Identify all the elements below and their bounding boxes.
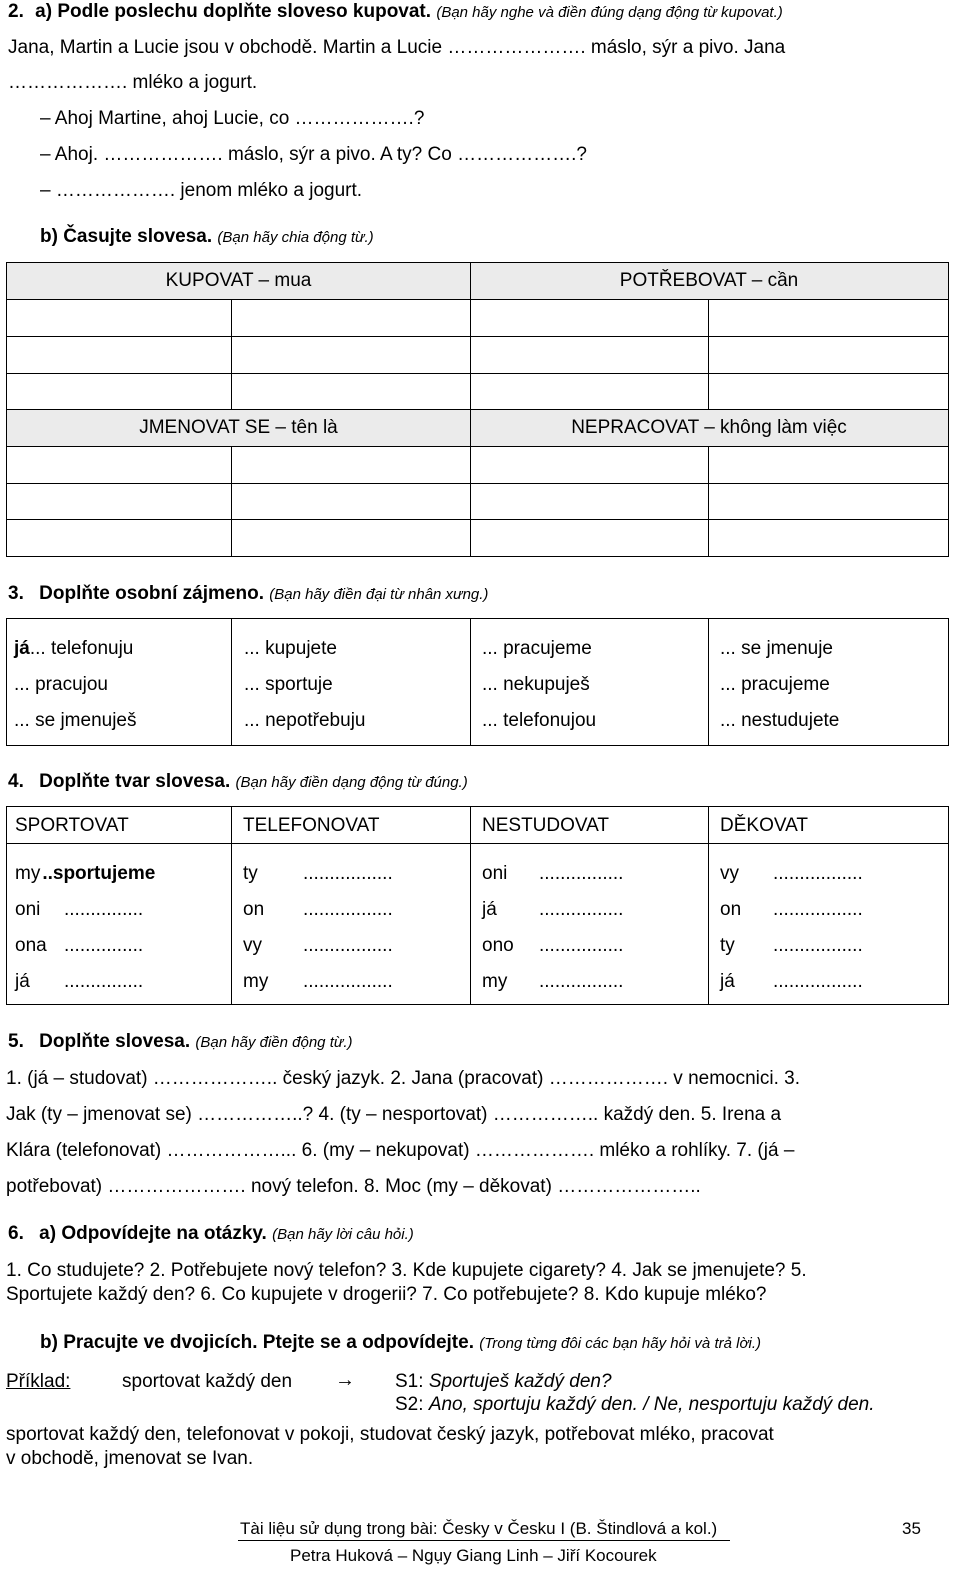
ex2b-heading xyxy=(40,226,374,248)
pronoun-item: ... se jmenuje xyxy=(720,638,833,659)
ex2-text-line: Jana, Martin a Lucie jsou v obchodě. Martin a Lucie …………………. máslo, sýr a pivo. Jana xyxy=(8,37,786,58)
verb-form-cell: ty ................. xyxy=(720,935,863,956)
verb-column-header: SPORTOVAT xyxy=(15,815,129,836)
ex5-title: Doplňte slovesa. xyxy=(39,1031,191,1052)
verb-form-cell: vy ................. xyxy=(720,863,863,884)
pronoun-item: já... telefonuju xyxy=(14,638,134,659)
example-s1: S1: Sportuješ každý den? xyxy=(395,1371,612,1392)
pronoun-item: ... pracujeme xyxy=(720,674,830,695)
ex5-text-line: potřebovat) …………………. nový telefon. 8. Moc (my – děkovat) ………………….. xyxy=(6,1176,701,1197)
ex2b-title: b) Časujte slovesa. xyxy=(40,226,213,247)
ex4-number: 4. xyxy=(8,771,24,792)
pronoun-item: ... se jmenuješ xyxy=(14,710,137,731)
verb-column-header: DĚKOVAT xyxy=(720,815,808,836)
pronoun-item: ... pracujeme xyxy=(482,638,592,659)
verb-header-jmenovat-se: JMENOVAT SE – tên là xyxy=(139,417,338,438)
ex4-note: (Bạn hãy điền dạng động từ đúng.) xyxy=(235,774,468,791)
verb-form-cell: my ................ xyxy=(482,971,624,992)
ex5-text-line: Klára (telefonovat) ………………... 6. (my – nekupovat) ………………. mléko a rohlíky. 7. (já – xyxy=(6,1140,795,1161)
ex6b-title: b) Pracujte ve dvojicích. Ptejte se a odpovídejte. xyxy=(40,1332,474,1353)
ex6a-title: a) Odpovídejte na otázky. xyxy=(39,1223,267,1244)
verb-form-cell: oni ............... xyxy=(15,899,144,920)
verb-header-kupovat: KUPOVAT – mua xyxy=(165,270,312,291)
ex5-note: (Bạn hãy điền động từ.) xyxy=(195,1034,353,1051)
verb-form-cell: my ..sportujeme xyxy=(15,863,156,884)
footer-divider xyxy=(238,1540,730,1541)
conjugation-grid xyxy=(6,262,949,557)
footer-source: Tài liệu sử dụng trong bài: Česky v Česku I (B. Štindlová a kol.) xyxy=(240,1519,718,1538)
ex5-text-line: Jak (ty – jmenovat se) ……………..? 4. (ty – nesportovat) …………….. každý den. 5. Irena a xyxy=(6,1104,782,1125)
verb-form-cell: já ................. xyxy=(720,971,863,992)
verb-header-potrebovat: POTŘEBOVAT – cần xyxy=(619,270,799,291)
verb-form-cell: vy ................. xyxy=(243,935,393,956)
ex4-title: Doplňte tvar slovesa. xyxy=(39,771,231,792)
ex3-number: 3. xyxy=(8,583,24,604)
ex2a-title: a) Podle poslechu doplňte sloveso kupovat. xyxy=(35,1,432,22)
verb-form-cell: oni ................ xyxy=(482,863,624,884)
ex6b-heading xyxy=(40,1332,761,1354)
ex5-text-line: 1. (já – studovat) ……………….. český jazyk. 2. Jana (pracovat) ………………. v nemocnici. 3. xyxy=(6,1068,801,1089)
pronoun-item: ... sportuje xyxy=(244,674,333,695)
ex2-number: 2. xyxy=(8,1,24,22)
pronoun-item: ... pracujou xyxy=(14,674,108,695)
ex6-questions-line: Sportujete každý den? 6. Co kupujete v drogerii? 7. Co potřebujete? 8. Kdo kupuje mléko? xyxy=(6,1284,767,1305)
pronoun-item: ... telefonujou xyxy=(482,710,597,731)
ex2-heading xyxy=(8,1,783,23)
ex2a-note: (Bạn hãy nghe và điền đúng dạng động từ kupovat.) xyxy=(436,4,783,21)
arrow-right-icon: → xyxy=(335,1369,355,1391)
ex6a-note: (Bạn hãy lời câu hỏi.) xyxy=(272,1226,414,1243)
verb-form-cell: ona ............... xyxy=(15,935,144,956)
pronoun-item: ... nepotřebuju xyxy=(244,710,366,731)
footer-authors: Petra Huková – Ngụy Giang Linh – Jiří Kocourek xyxy=(290,1546,657,1565)
pronoun-item: ... nekupuješ xyxy=(482,674,590,695)
ex3-title: Doplňte osobní zájmeno. xyxy=(39,583,264,604)
verb-header-nepracovat: NEPRACOVAT – không làm việc xyxy=(571,417,847,438)
ex5-heading xyxy=(8,1031,353,1053)
ex2-text-line: ………………. mléko a jogurt. xyxy=(8,72,258,93)
ex2-dialogue-line: – ………………. jenom mléko a jogurt. xyxy=(40,180,363,201)
verb-form-cell: on ................. xyxy=(243,899,393,920)
ex2-dialogue-line: – Ahoj. ………………. máslo, sýr a pivo. A ty? Co ……………….? xyxy=(40,144,587,165)
verb-form-cell: on ................. xyxy=(720,899,863,920)
ex3-note: (Bạn hãy điền đại từ nhân xưng.) xyxy=(269,586,489,603)
pronoun-item: ... kupujete xyxy=(244,638,337,659)
page-number: 35 xyxy=(902,1519,921,1538)
example-s2: S2: Ano, sportuju každý den. / Ne, nesportuju každý den. xyxy=(395,1394,875,1415)
ex2b-note: (Bạn hãy chia động từ.) xyxy=(217,229,374,246)
ex5-number: 5. xyxy=(8,1031,24,1052)
example-label: Příklad: xyxy=(6,1371,71,1392)
pronoun-item: ... nestudujete xyxy=(720,710,840,731)
ex6-questions-line: 1. Co studujete? 2. Potřebujete nový telefon? 3. Kde kupujete cigarety? 4. Jak se jmenujete? 5. xyxy=(6,1260,807,1281)
ex2-dialogue-line: – Ahoj Martine, ahoj Lucie, co ……………….? xyxy=(40,108,425,129)
verb-form-cell: já ................ xyxy=(482,899,624,920)
example-prompt: sportovat každý den xyxy=(122,1371,293,1392)
verb-form-cell: ty ................. xyxy=(243,863,393,884)
verb-form-cell: my ................. xyxy=(243,971,393,992)
verb-column-header: NESTUDOVAT xyxy=(482,815,610,836)
ex6-heading xyxy=(8,1223,414,1245)
ex6-number: 6. xyxy=(8,1223,24,1244)
ex4-heading xyxy=(8,771,468,793)
verb-column-header: TELEFONOVAT xyxy=(243,815,380,836)
ex6-tasks-line: sportovat každý den, telefonovat v pokoji, studovat český jazyk, potřebovat mléko, pracovat xyxy=(6,1424,774,1445)
ex6-tasks-line: v obchodě, jmenovat se Ivan. xyxy=(6,1448,254,1469)
ex3-heading xyxy=(8,583,488,605)
verb-form-cell: já ............... xyxy=(15,971,144,992)
ex6b-note: (Trong từng đôi các bạn hãy hỏi và trả lời.) xyxy=(479,1335,762,1352)
verb-form-cell: ono ................ xyxy=(482,935,624,956)
